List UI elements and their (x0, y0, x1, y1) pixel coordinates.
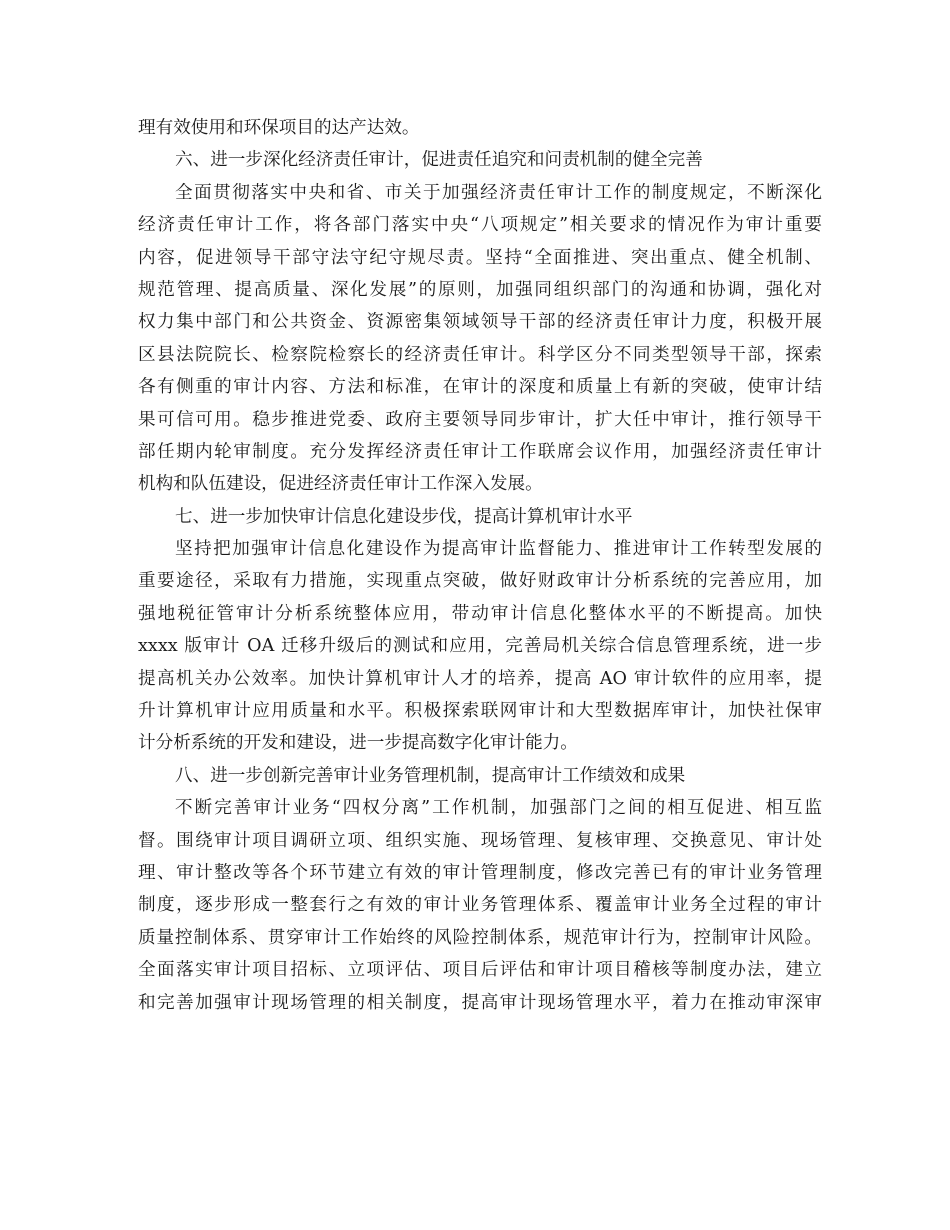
text-line: 部任期内轮审制度。充分发挥经济责任审计工作联席会议作用，加强经济责任审计 (138, 441, 822, 462)
text-line: 重要途径，采取有力措施，实现重点突破，做好财政审计分析系统的完善应用，加 (138, 571, 822, 592)
text-line: 理、审计整改等各个环节建立有效的审计管理制度，修改完善已有的审计业务管理 (138, 862, 822, 883)
text-line: 质量控制体系、贯穿审计工作始终的风险控制体系，规范审计行为，控制审计风险。 (138, 927, 822, 948)
text-line: 不断完善审计业务“四权分离”工作机制，加强部门之间的相互促进、相互监 (175, 798, 822, 819)
text-line: 和完善加强审计现场管理的相关制度，提高审计现场管理水平，着力在推动审深审 (138, 992, 822, 1013)
text-line: 六、进一步深化经济责任审计，促进责任追究和问责机制的健全完善 (175, 150, 703, 171)
text-line: 督。围绕审计项目调研立项、组织实施、现场管理、复核审理、交换意见、审计处 (138, 830, 822, 851)
text-line: 经济责任审计工作，将各部门落实中央“八项规定”相关要求的情况作为审计重要 (138, 215, 822, 236)
text-line: 坚持把加强审计信息化建设作为提高审计监督能力、推进审计工作转型发展的 (175, 539, 822, 560)
text-line: 全面贯彻落实中央和省、市关于加强经济责任审计工作的制度规定，不断深化 (175, 182, 822, 203)
text-line: 各有侧重的审计内容、方法和标准，在审计的深度和质量上有新的突破，使审计结 (138, 377, 822, 398)
text-line: 全面落实审计项目招标、立项评估、项目后评估和审计项目稽核等制度办法，建立 (138, 960, 822, 981)
text-line: 规范管理、提高质量、深化发展”的原则，加强同组织部门的沟通和协调，强化对 (138, 279, 822, 300)
text-line: 果可信可用。稳步推进党委、政府主要领导同步审计，扩大任中审计，推行领导干 (138, 409, 822, 430)
text-line: 理有效使用和环保项目的达产达效。 (138, 118, 420, 138)
text-line: 升计算机审计应用质量和水平。积极探索联网审计和大型数据库审计，加快社保审 (138, 701, 822, 722)
text-line: 机构和队伍建设，促进经济责任审计工作深入发展。 (138, 474, 543, 495)
text-line: 提高机关办公效率。加快计算机审计人才的培养，提高 AO 审计软件的应用率，提 (138, 668, 822, 689)
text-line: 制度，逐步形成一整套行之有效的审计业务管理体系、覆盖审计业务全过程的审计 (138, 895, 822, 916)
text-line: 七、进一步加快审计信息化建设步伐，提高计算机审计水平 (175, 506, 633, 527)
text-line: 区县法院院长、检察院检察长的经济责任审计。科学区分不同类型领导干部，探索 (138, 344, 822, 365)
text-line: 强地税征管审计分析系统整体应用，带动审计信息化整体水平的不断提高。加快 (138, 603, 822, 624)
text-line: 八、进一步创新完善审计业务管理机制，提高审计工作绩效和成果 (175, 765, 686, 786)
document-body (138, 112, 822, 1019)
text-line: 内容，促进领导干部守法守纪守规尽责。坚持“全面推进、突出重点、健全机制、 (138, 247, 822, 268)
text-line: xxxx 版审计 OA 迁移升级后的测试和应用，完善局机关综合信息管理系统，进一步 (138, 636, 822, 657)
text-line: 计分析系统的开发和建设，进一步提高数字化审计能力。 (138, 733, 578, 754)
text-line: 权力集中部门和公共资金、资源密集领域领导干部的经济责任审计力度，积极开展 (138, 312, 822, 333)
